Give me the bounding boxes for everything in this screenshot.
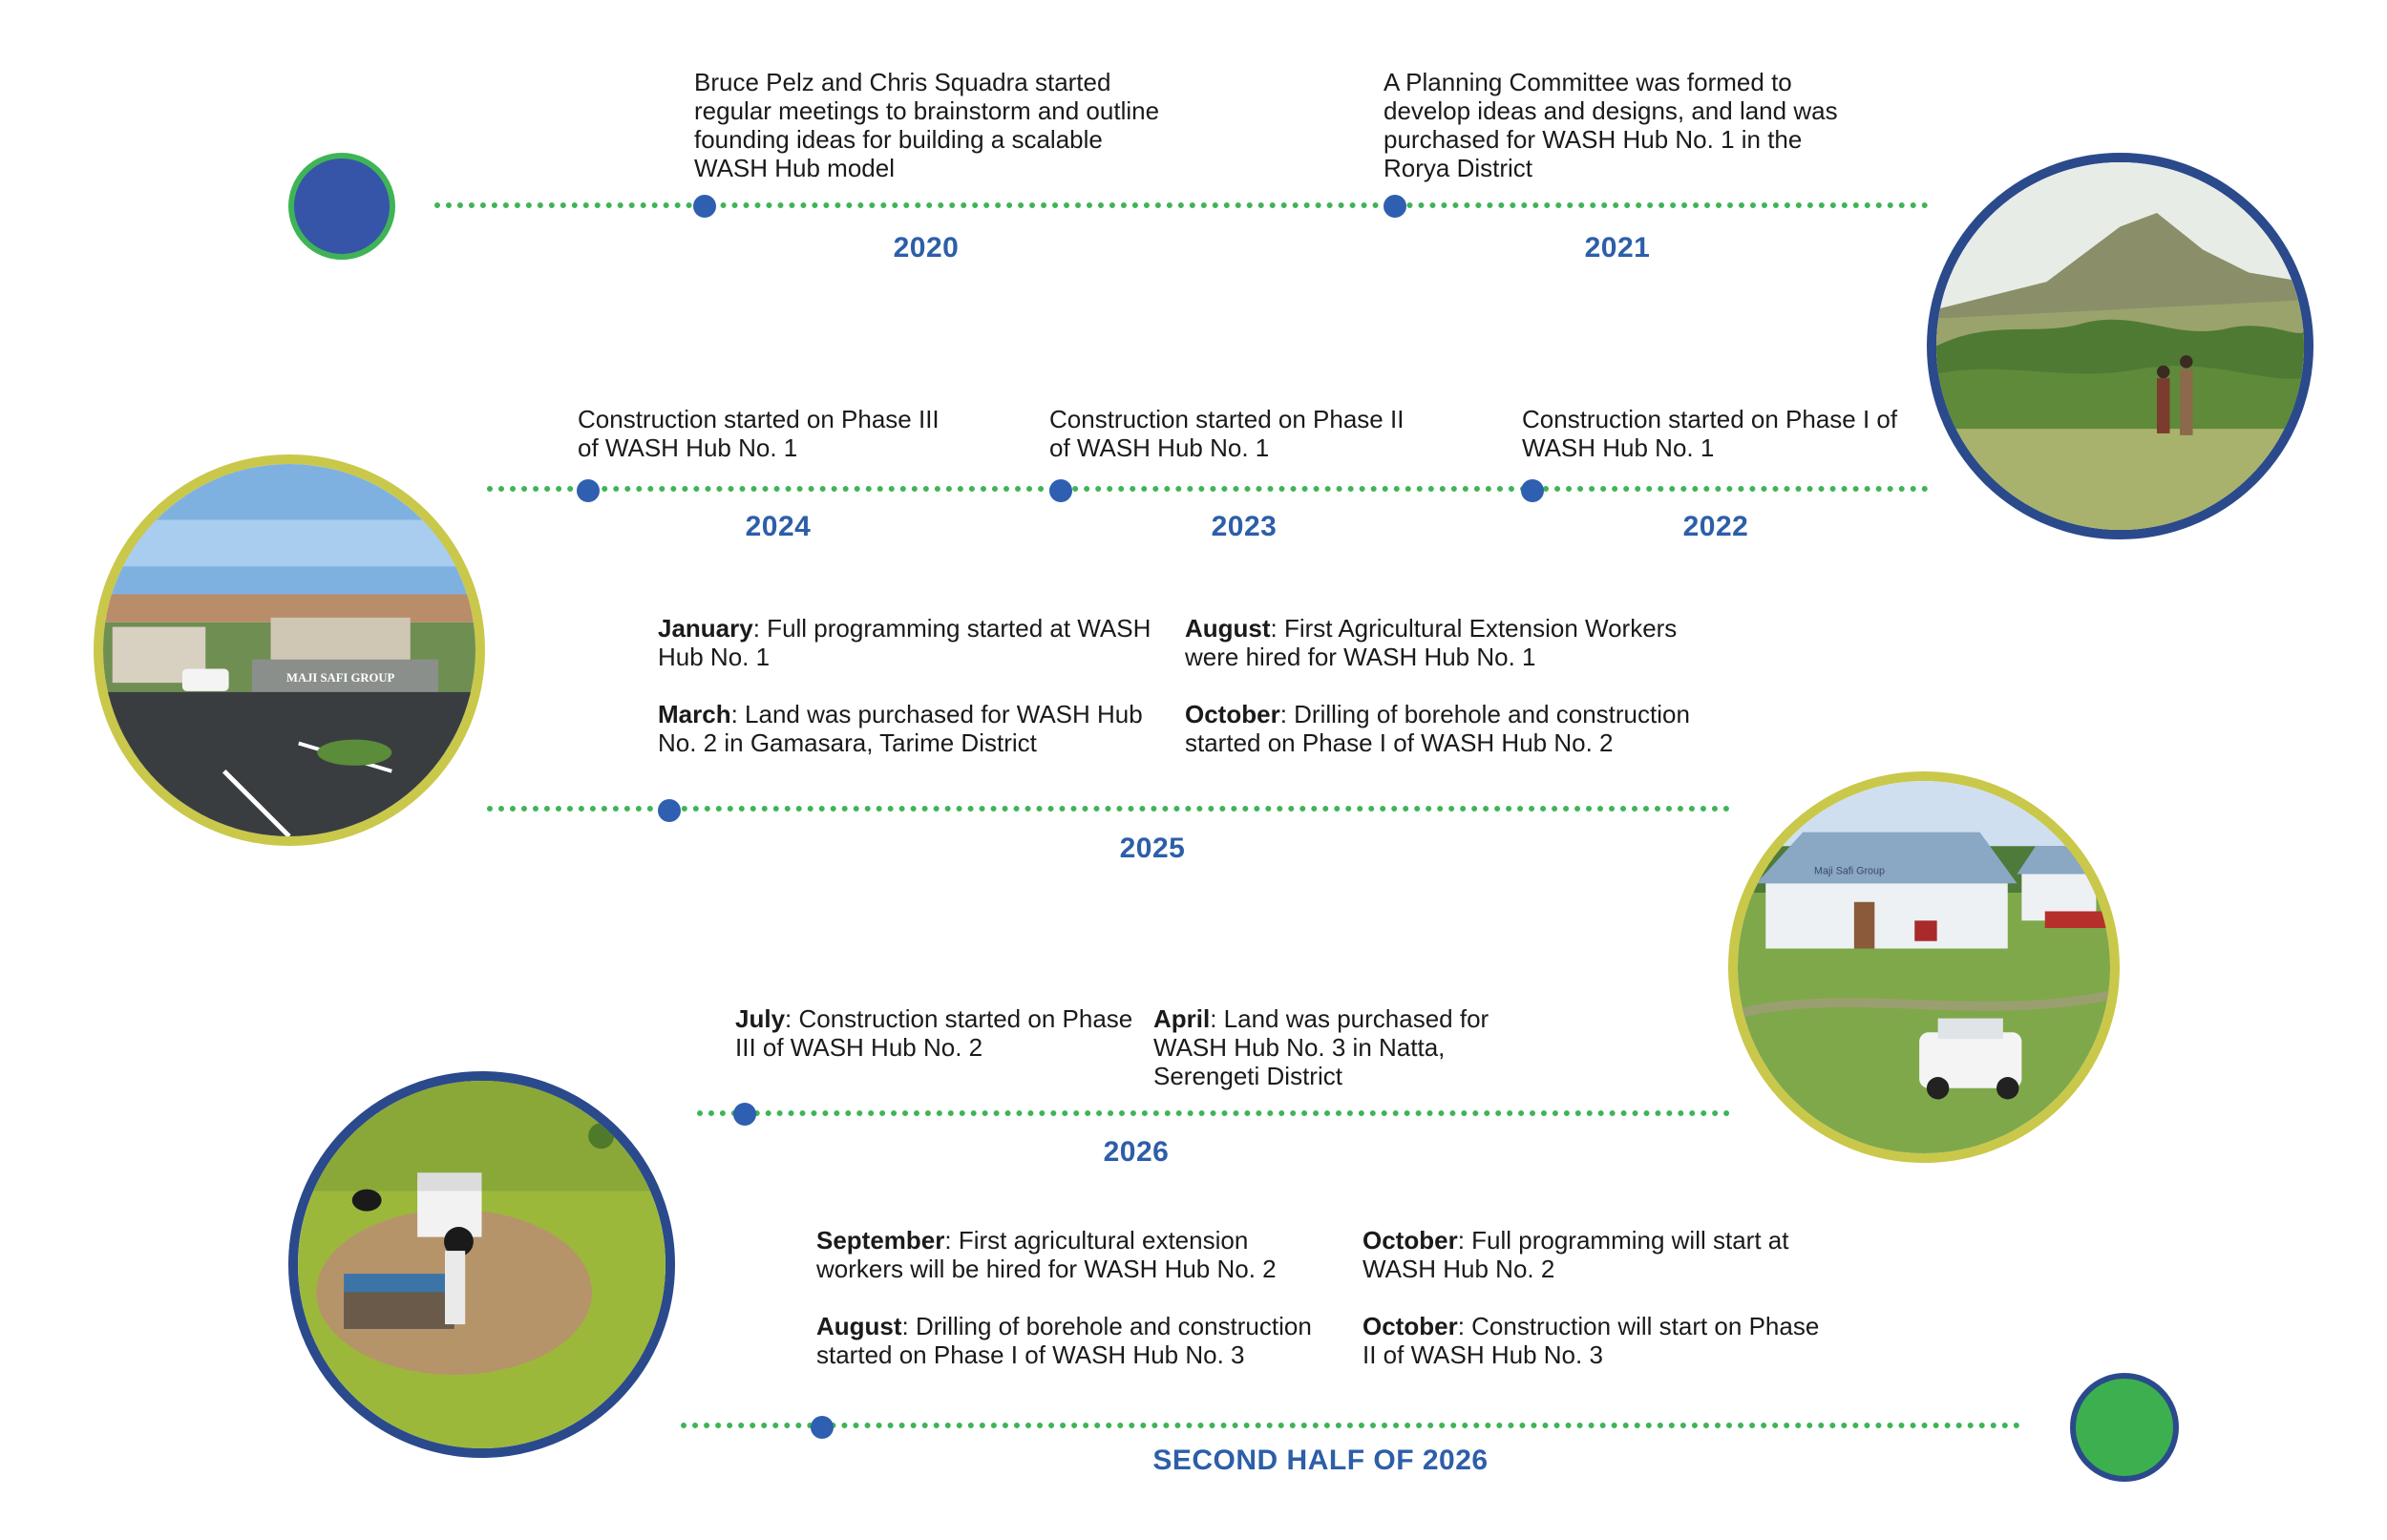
month-label: August	[1185, 614, 1271, 643]
month-label: September	[816, 1226, 945, 1255]
month-label: October	[1185, 700, 1280, 728]
timeline-dot-2022	[1521, 479, 1544, 502]
timeline-dot-2023	[1049, 479, 1072, 502]
month-label: April	[1153, 1004, 1211, 1033]
timeline-line-row1	[434, 202, 1929, 208]
year-label-second-half-2026: SECOND HALF OF 2026	[1152, 1445, 1489, 1476]
year-label-2025: 2025	[1119, 833, 1186, 864]
aerial-site-photo	[288, 1071, 675, 1458]
year-label-2023: 2023	[1211, 511, 1278, 542]
year-label-2024: 2024	[745, 511, 812, 542]
event-2026-april: April: Land was purchased for WASH Hub No. 3 in Natta, Serengeti District	[1153, 1004, 1489, 1090]
year-label-2022: 2022	[1682, 511, 1749, 542]
timeline-line-row5	[681, 1423, 2020, 1428]
year-label-2026: 2026	[1103, 1136, 1170, 1168]
event-2024: Construction started on Phase III of WASH Hub No. 1	[578, 405, 940, 462]
event-group-2025-right: August: First Agricultural Extension Workers were hired for WASH Hub No. 1 October: Drilling of borehole and construction started on Phase I of WASH Hub No. 2	[1185, 614, 1690, 757]
event-group-h2-2026-right: October: Full programming will start at WASH Hub No. 2 October: Construction will start on Phase II of WASH Hub No. 3	[1362, 1226, 1820, 1369]
timeline-dot-2025	[658, 799, 681, 822]
timeline-dot-2021	[1384, 195, 1406, 218]
event-2026-july: July: Construction started on Phase III of WASH Hub No. 2	[735, 1004, 1133, 1062]
timeline-line-row4	[697, 1110, 1730, 1116]
month-label: January	[658, 614, 753, 643]
month-label: October	[1362, 1226, 1458, 1255]
year-label-2021: 2021	[1584, 232, 1651, 264]
landscape-photo	[1927, 153, 2313, 539]
event-2022: Construction started on Phase I of WASH Hub No. 1	[1522, 405, 1898, 462]
event-group-h2-2026-left: September: First agricultural extension workers will be hired for WASH Hub No. 2 August: Drilling of borehole and construction started on Phase I of WASH Hub No. 3	[816, 1226, 1312, 1369]
year-label-2020: 2020	[893, 232, 960, 264]
event-2023: Construction started on Phase II of WASH Hub No. 1	[1049, 405, 1405, 462]
timeline-dot-second-half-2026	[811, 1416, 834, 1439]
hub-rendering-photo	[94, 454, 485, 846]
timeline-start-marker	[288, 153, 395, 260]
event-group-2025-left: January: Full programming started at WASH Hub No. 1 March: Land was purchased for WASH Hub No. 2 in Gamasara, Tarime District	[658, 614, 1151, 757]
timeline-dot-2024	[577, 479, 600, 502]
month-label: July	[735, 1004, 786, 1033]
month-label: August	[816, 1312, 902, 1340]
hub-rendering-sign-text: MAJI SAFI GROUP	[286, 671, 395, 686]
hub-building-photo	[1728, 771, 2120, 1163]
timeline-dot-2026	[733, 1103, 756, 1126]
month-label: October	[1362, 1312, 1458, 1340]
timeline-end-marker	[2070, 1373, 2179, 1482]
event-2021: A Planning Committee was formed to develop ideas and designs, and land was purchased for WASH Hub No. 1 in the Rorya District	[1384, 68, 1838, 182]
hub-building-sign-text: Maji Safi Group	[1814, 865, 1885, 877]
timeline-dot-2020	[693, 195, 716, 218]
event-2020: Bruce Pelz and Chris Squadra started regular meetings to brainstorm and outline founding ideas for building a scalable WASH Hub model	[694, 68, 1160, 182]
timeline-line-row2	[487, 486, 1929, 492]
month-label: March	[658, 700, 731, 728]
